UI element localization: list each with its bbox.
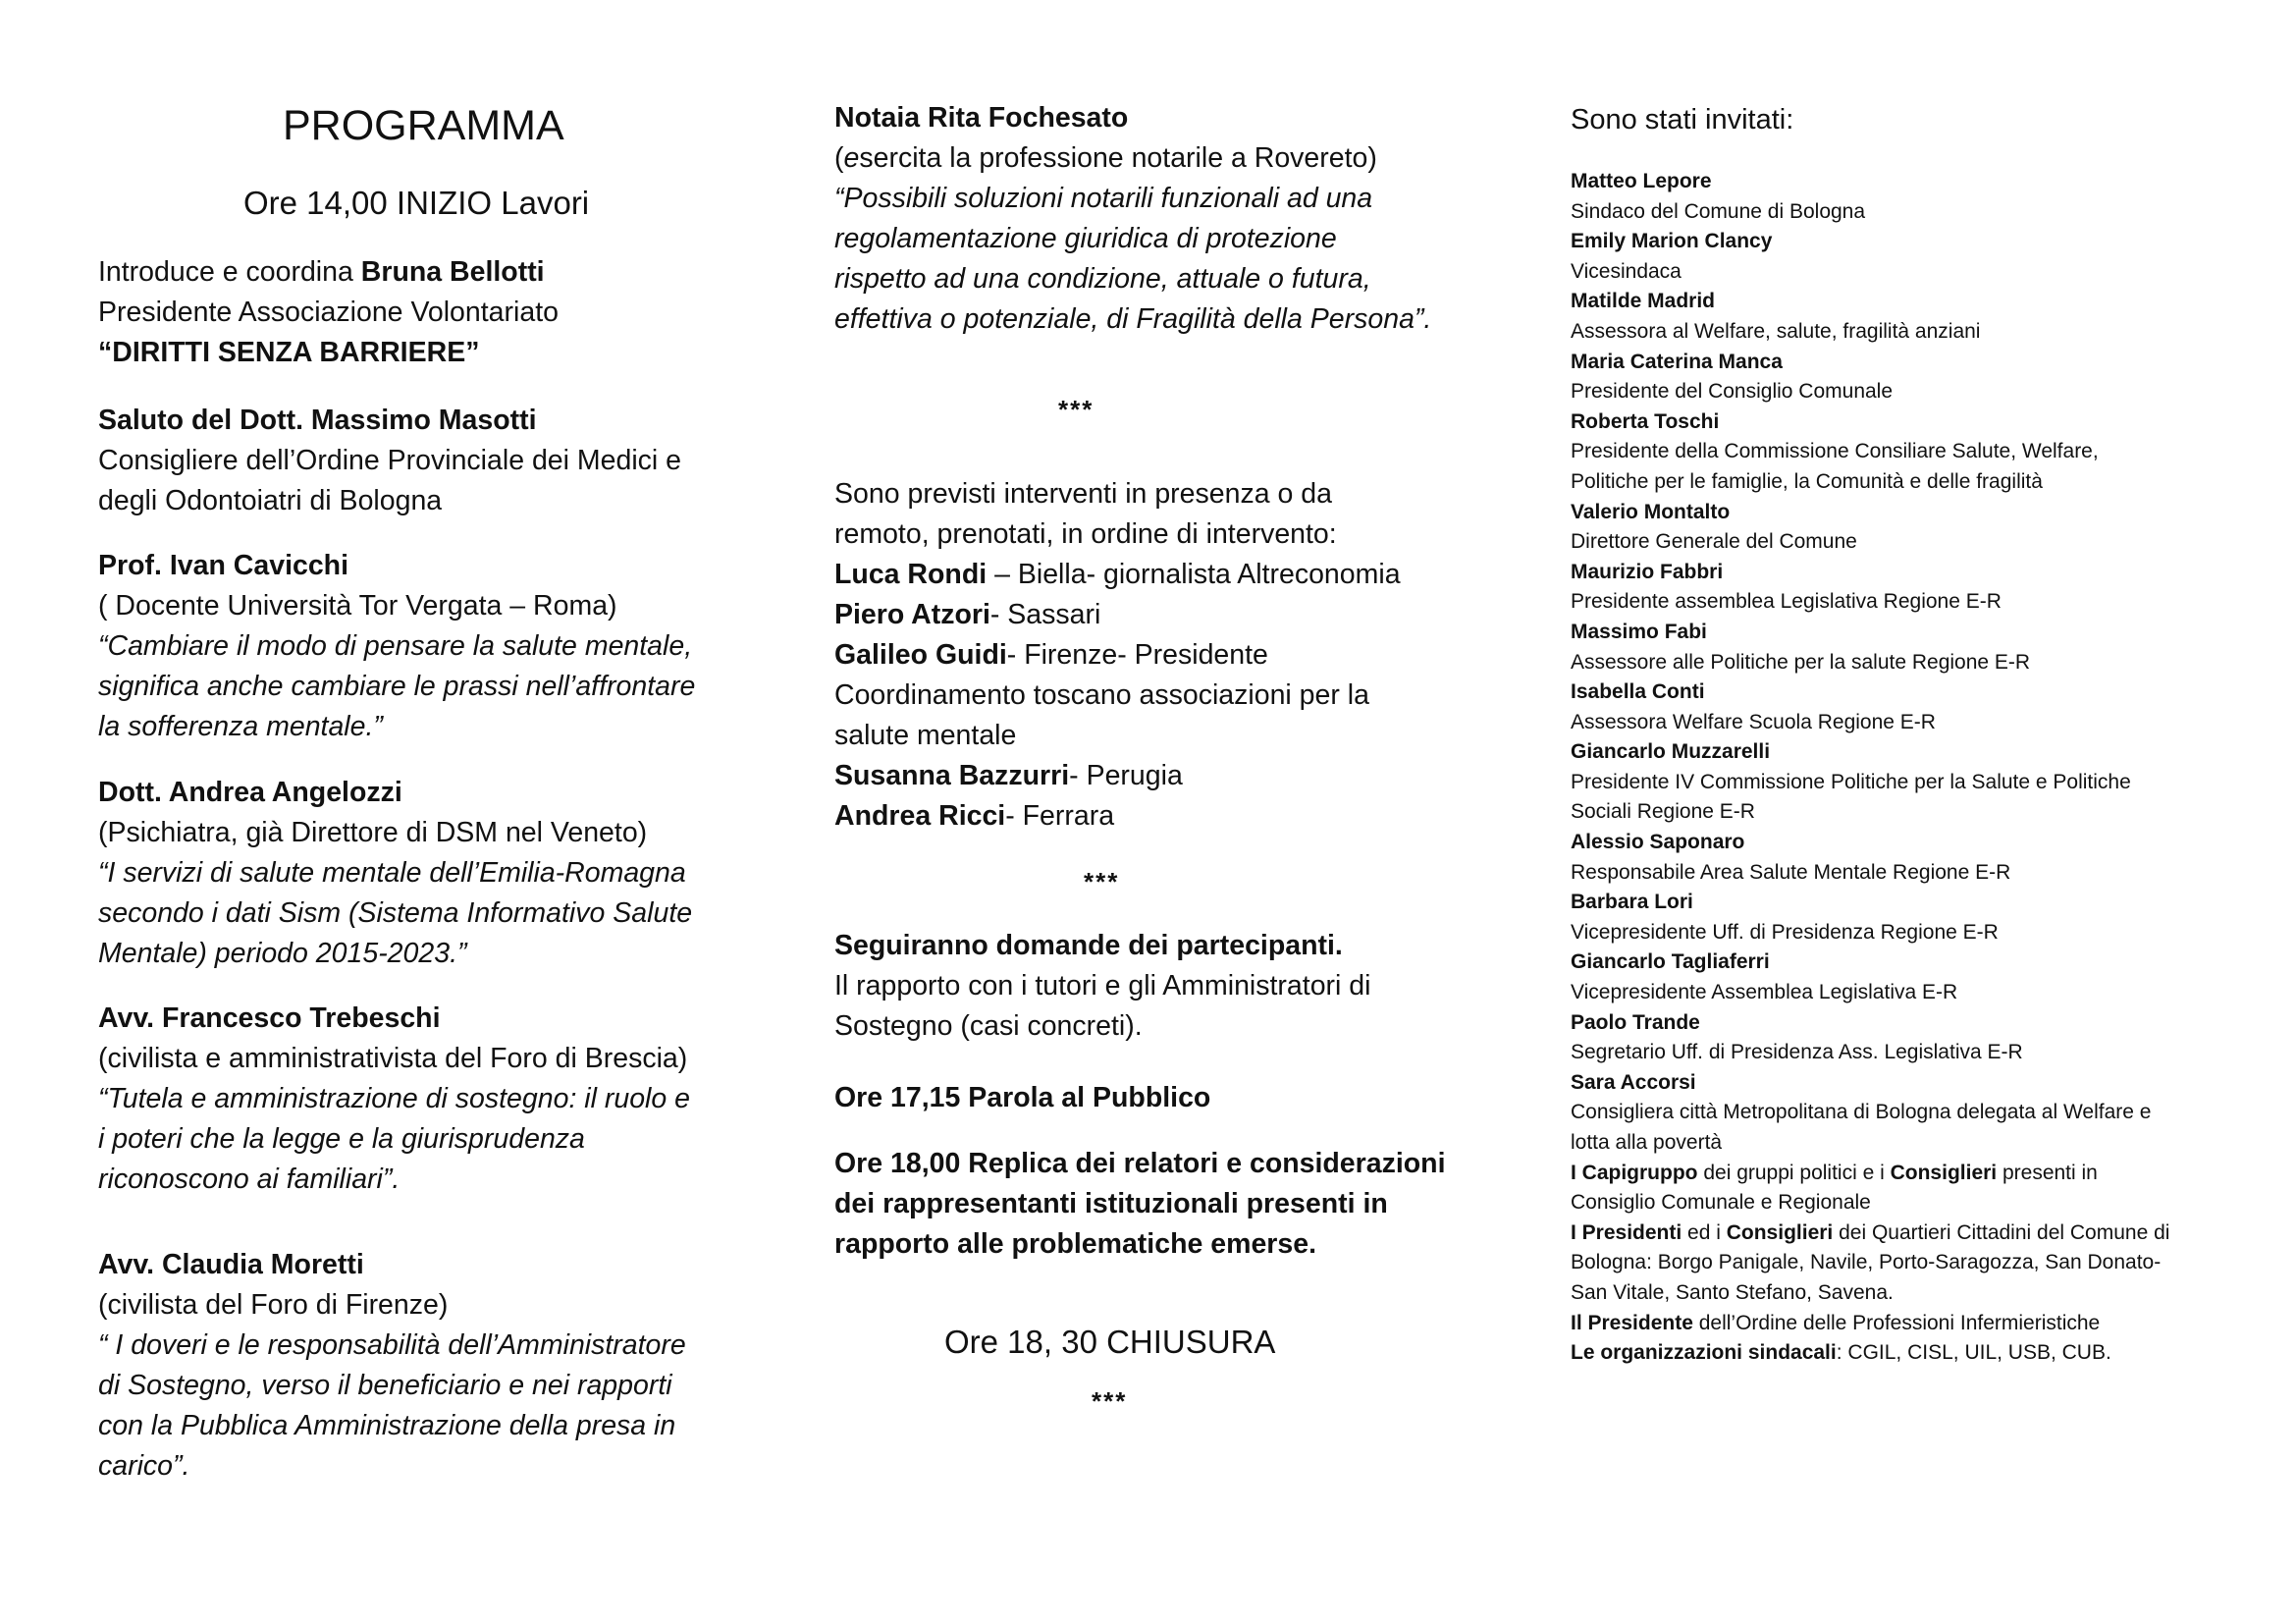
separator-stars: *** <box>1084 867 1120 896</box>
intro-block: Introduce e coordina Bruna Bellotti Presidente Associazione Volontariato “DIRITTI SENZA BARRIERE” <box>98 252 785 373</box>
speaker-fochesato: Notaia Rita Fochesato (esercita la professione notarile a Rovereto) “Possibili soluzioni notarili funzionali ad una regolamentazione giuridica di protezione rispetto ad una condizione, attuale o futura, effettiva o potenziale, di Fragilità della Persona”. <box>834 102 1432 335</box>
invited-role: lotta alla povertà <box>1571 1131 1723 1154</box>
invited-name: Giancarlo Muzzarelli <box>1571 740 1771 764</box>
invited-name: Massimo Fabi <box>1571 620 1707 643</box>
invited-name: Isabella Conti <box>1571 680 1705 704</box>
moderator-name: Bruna Bellotti <box>360 256 545 288</box>
invited-role: Presidente IV Commissione Politiche per la Salute e Politiche <box>1571 770 2131 793</box>
planned-interventions: Sono previsti interventi in presenza o da remoto, prenotati, in ordine di intervento: Luca Rondi – Biella- giornalista Altreconomia Piero Atzori- Sassari Galileo Guidi- Firenze- Presidente Coordinamento toscano associazioni per la salute mentale Susanna Bazzurri- Perugia Andrea Ricci- Ferrara <box>834 478 1401 832</box>
closing-heading: Ore 18, 30 CHIUSURA <box>944 1324 1276 1360</box>
speaker-trebeschi: Avv. Francesco Trebeschi (civilista e amministrativista del Foro di Brescia) “Tutela e amministrazione di sostegno: il ruolo e i poteri che la legge e la giurisprudenza riconoscono ai familiari”. <box>98 1002 691 1195</box>
invited-name: Giancarlo Tagliaferri <box>1571 950 1770 974</box>
invited-role: Vicepresidente Assemblea Legislativa E-R <box>1571 981 1958 1004</box>
invited-role: Sindaco del Comune di Bologna <box>1571 199 1866 223</box>
invited-role: Assessora al Welfare, salute, fragilità anziani <box>1571 319 1981 343</box>
invited-role: Direttore Generale del Comune <box>1571 530 1857 554</box>
invited-name: Sara Accorsi <box>1571 1070 1696 1094</box>
replica-block: Ore 18,00 Replica dei relatori e considerazioni dei rappresentanti istituzionali presenti in rapporto alle problematiche emerse. <box>834 1148 1446 1260</box>
invited-role: Politiche per le famiglie, la Comunità e delle fragilità <box>1571 469 2043 493</box>
invited-role: Assessora Welfare Scuola Regione E-R <box>1571 710 1936 733</box>
invited-name: Paolo Trande <box>1571 1010 1700 1034</box>
invited-role: Sociali Regione E-R <box>1571 800 1755 824</box>
separator-stars: *** <box>1058 395 1095 424</box>
programma-title: PROGRAMMA <box>283 102 564 149</box>
invited-role: Consigliera città Metropolitana di Bologna delegata al Welfare e <box>1571 1101 2152 1124</box>
start-time-heading: Ore 14,00 INIZIO Lavori <box>243 185 590 221</box>
invited-name: Barbara Lori <box>1571 891 1693 914</box>
invited-role: Segretario Uff. di Presidenza Ass. Legislativa E-R <box>1571 1041 2023 1064</box>
speaker-masotti: Saluto del Dott. Massimo Masotti Consigliere dell’Ordine Provinciale dei Medici e degli Odontoiatri di Bologna <box>98 405 682 516</box>
invited-name: Matteo Lepore <box>1571 170 1712 192</box>
invited-role: Vicesindaca <box>1571 259 1682 283</box>
invited-name: Matilde Madrid <box>1571 290 1716 313</box>
invited-name: Maurizio Fabbri <box>1571 560 1724 583</box>
invited-name: Emily Marion Clancy <box>1571 230 1773 253</box>
questions-block: Seguiranno domande dei partecipanti. Il rapporto con i tutori e gli Amministratori di Sostegno (casi concreti). <box>834 930 1371 1042</box>
invited-name: Maria Caterina Manca <box>1571 350 1783 373</box>
invited-name: Valerio Montalto <box>1571 500 1731 523</box>
speaker-cavicchi: Prof. Ivan Cavicchi ( Docente Università Tor Vergata – Roma) “Cambiare il modo di pensare la salute mentale, significa anche cambiare le prassi nell’affrontare la sofferenza mentale.” <box>98 550 696 742</box>
association-name: “DIRITTI SENZA BARRIERE” <box>98 337 480 368</box>
invited-role: Vicepresidente Uff. di Presidenza Regione E-R <box>1571 920 1999 944</box>
invited-list: Matteo Lepore Sindaco del Comune di Bologna Emily Marion Clancy Vicesindaca Matilde Madrid Assessora al Welfare, salute, fragilità anziani Maria Caterina Manca Presidente del Consiglio Comunale Roberta Toschi Presidente della Commissione Consiliare Salute, Welfare, Politiche per le famiglie, la Comunità e delle fragilità Valerio Montalto Direttore Generale del Comune Maurizio Fabbri Presidente assemblea Legislativa Regione E-R Massimo Fabi Assessore alle Politiche per la salute Regione E-R Isabella Conti Assessora Welfare Scuola Regione E-R Giancarlo Muzzarelli Presidente IV Commissione Politiche per la Salute e Politiche Sociali Regione E-R Alessio Saponaro Responsabile Area Salute Mentale Regione E-R Barbara Lori Vicepresidente Uff. di Presidenza Regione E-R Giancarlo Tagliaferri Vicepresidente Assemblea Legislativa E-R Paolo Trande Segretario Uff. di Presidenza Ass. Legislativa E-R Sara Accorsi Consigliera città Metropolitana di Bologna delegata al Welfare e lotta alla povertà I Capigruppo dei gruppi politici e i Consiglieri presenti in Consiglio Comunale e Regionale I Presidenti ed i Consiglieri dei Quartieri Cittadini del Comune di Bologna: Borgo Panigale, Navile, Porto-Saragozza, San Donato- San Vitale, Santo Stefano, Savena. Il Presidente dell’Ordine delle Professioni Infermieristiche Le organizzazioni sindacali: CGIL, CISL, UIL, USB, CUB. <box>1571 167 2238 1369</box>
invited-role: Assessore alle Politiche per la salute Regione E-R <box>1571 650 2031 674</box>
invited-name: Alessio Saponaro <box>1571 831 1745 854</box>
invited-role: Presidente del Consiglio Comunale <box>1571 380 1894 404</box>
invited-role: Presidente assemblea Legislativa Regione E-R <box>1571 590 2002 614</box>
speaker-angelozzi: Dott. Andrea Angelozzi (Psichiatra, già Direttore di DSM nel Veneto) “I servizi di salute mentale dell’Emilia-Romagna secondo i dati Sism (Sistema Informativo Salute Mentale) periodo 2015-2023.” <box>98 777 693 969</box>
invited-role: Presidente della Commissione Consiliare Salute, Welfare, <box>1571 440 2099 463</box>
public-floor: Ore 17,15 Parola al Pubblico <box>834 1082 1211 1113</box>
speaker-moretti: Avv. Claudia Moretti (civilista del Foro di Firenze) “ I doveri e le responsabilità dell’Amministratore di Sostegno, verso il beneficiario e nei rapporti con la Pubblica Amministrazione della presa in carico”. <box>98 1249 686 1482</box>
invited-role: Responsabile Area Salute Mentale Regione E-R <box>1571 860 2011 884</box>
separator-stars: *** <box>1092 1386 1128 1416</box>
invited-name: Roberta Toschi <box>1571 409 1720 433</box>
invited-title: Sono stati invitati: <box>1571 104 1794 135</box>
